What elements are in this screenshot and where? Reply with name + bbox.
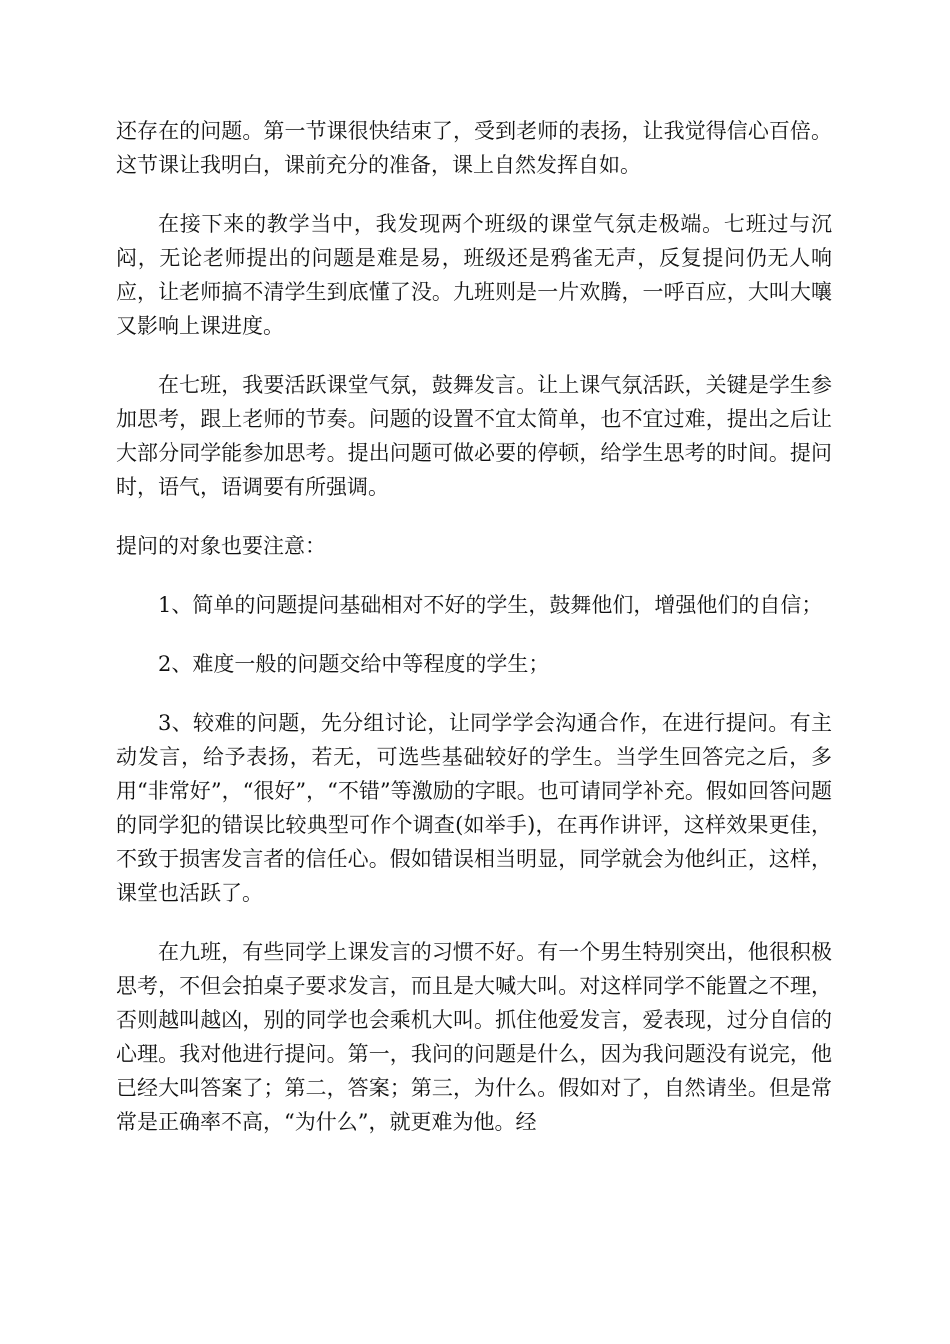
paragraph-class-atmosphere: 在接下来的教学当中，我发现两个班级的课堂气氛走极端。七班过与沉闷，无论老师提出的问题是难是易，班级还是鸦雀无声，反复提问仍无人响应，让老师搞不清学生到底懂了没。九班则是一片欢腾，一呼百应，大叫大嚷又影响上课进度。 [116,212,832,338]
document-body [116,114,832,1139]
list-item-2: 2、难度一般的问题交给中等程度的学生； [158,652,550,676]
list-item-3: 3、较难的问题，先分组讨论，让同学学会沟通合作，在进行提问。有主动发言，给予表扬，若无，可选些基础较好的学生。当学生回答完之后，多用“非常好”，“很好”，“不错”等激励的字眼。也可请同学补充。假如回答问题的同学犯的错误比较典型可作个调查(如举手)，在再作讲评，这样效果更佳，不致于损害发言者的信任心。假如错误相当明显，同学就会为他纠正，这样，课堂也活跃了。 [116,711,832,905]
paragraph-class-nine: 在九班，有些同学上课发言的习惯不好。有一个男生特别突出，他很积极思考，不但会拍桌子要求发言，而且是大喊大叫。对这样同学不能置之不理，否则越叫越凶，别的同学也会乘机大叫。抓住他爱发言，爱表现，过分自信的心理。我对他进行提问。第一，我问的问题是什么，因为我问题没有说完，他已经大叫答案了；第二，答案；第三，为什么。假如对了，自然请坐。但是常常是正确率不高，“为什么”，就更难为他。经 [116,940,832,1134]
paragraph-class-seven: 在七班，我要活跃课堂气氛，鼓舞发言。让上课气氛活跃，关键是学生参加思考，跟上老师的节奏。问题的设置不宜太简单，也不宜过难，提出之后让大部分同学能参加思考。提出问题可做必要的停顿，给学生思考的时间。提问时，语气，语调要有所强调。 [116,373,832,499]
list-item-1: 1、简单的问题提问基础相对不好的学生，鼓舞他们，增强他们的自信； [158,593,823,617]
paragraph-question-targets: 提问的对象也要注意： [116,534,326,558]
paragraph-continuation: 还存在的问题。第一节课很快结束了，受到老师的表扬，让我觉得信心百倍。这节课让我明白，课前充分的准备，课上自然发挥自如。 [116,119,832,177]
